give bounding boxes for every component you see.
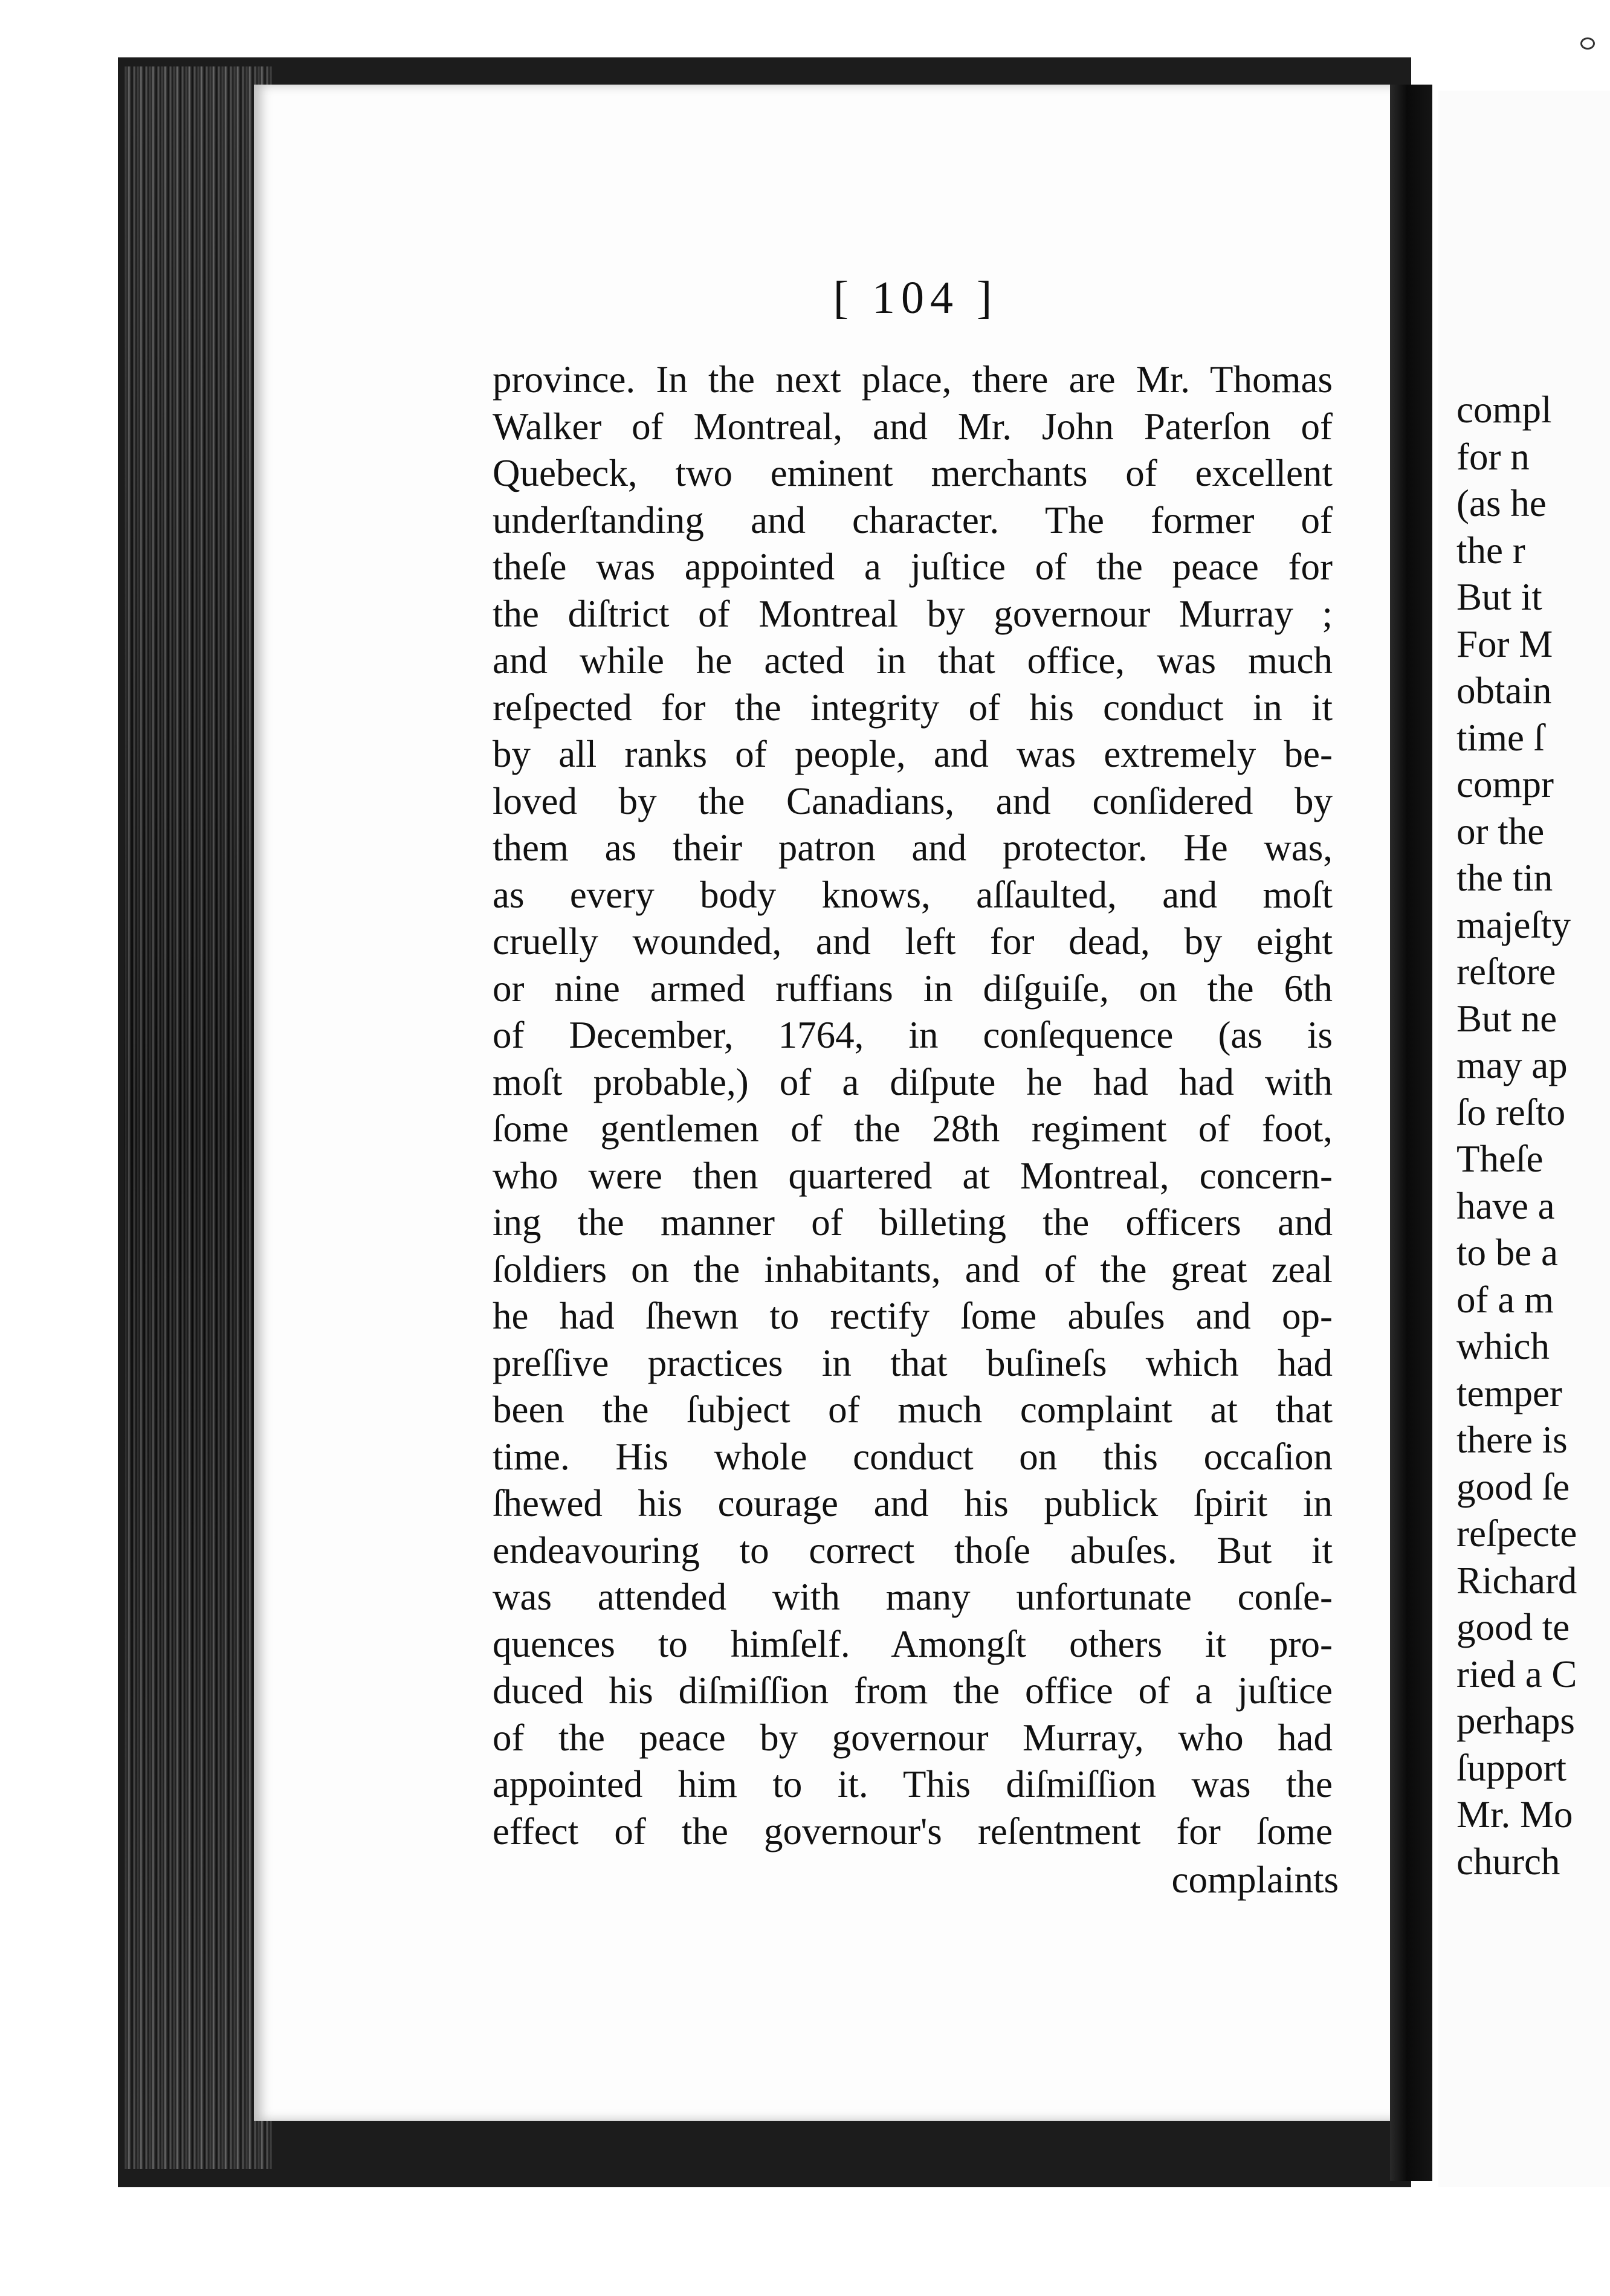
text-line: duced his diſmiſſion from the office of a juſtice [493,1669,1333,1712]
scan-mark [1580,37,1595,50]
text-line: quences to himſelf. Amongſt others it pro- [493,1622,1333,1665]
text-line: province. In the next place, there are Mr. Thomas [493,358,1333,401]
facing-text-line: have a [1456,1184,1555,1227]
facing-page [1438,91,1610,2187]
text-line: as every body knows, aſſaulted, and moſt [493,873,1333,916]
text-line: endeavouring to correct thoſe abuſes. But it [493,1529,1333,1572]
text-line: reſpected for the integrity of his conduct in it [493,686,1333,729]
facing-text-line: But ne [1456,997,1557,1040]
text-line: preſſive practices in that buſineſs which had [493,1341,1333,1384]
facing-text-line: reſpecte [1456,1512,1577,1555]
text-line: been the ſubject of much complaint at that [493,1388,1333,1431]
facing-text-line: there is [1456,1419,1568,1461]
facing-text-line: to be a [1456,1231,1558,1274]
facing-text-line: Theſe [1456,1138,1544,1180]
facing-text-line: or the [1456,810,1545,853]
text-line: and while he acted in that office, was much [493,639,1333,682]
facing-text-line: majeſty [1456,903,1571,946]
text-line: or nine armed ruffians in diſguiſe, on the 6th [493,967,1333,1010]
facing-text-line: church [1456,1840,1560,1883]
facing-text-line: of a m [1456,1278,1554,1321]
text-line: underſtanding and character. The former of [493,498,1333,541]
text-line: ſoldiers on the inhabitants, and of the great zeal [493,1248,1333,1291]
facing-text-line: good te [1456,1606,1570,1648]
facing-text-line: But it [1456,576,1542,618]
text-line: of December, 1764, in conſequence (as is [493,1014,1333,1056]
facing-page-text [1456,387,1610,1885]
text-line: loved by the Canadians, and conſidered by [493,779,1333,822]
facing-text-line: For M [1456,622,1553,665]
facing-text-line: the r [1456,529,1525,572]
text-line: he had ſhewn to rectify ſome abuſes and op- [493,1295,1333,1337]
facing-text-line: perhaps [1456,1700,1575,1742]
facing-text-line: Mr. Mo [1456,1793,1573,1836]
facing-text-line: ſupport [1456,1746,1566,1789]
text-line: moſt probable,) of a diſpute he had had with [493,1060,1333,1103]
text-line: of the peace by governour Murray, who had [493,1716,1333,1759]
facing-text-line: which [1456,1325,1550,1367]
facing-text-line: compl [1456,389,1552,431]
text-line: theſe was appointed a juſtice of the peace for [493,546,1333,588]
text-line: was attended with many unfortunate conſe- [493,1576,1333,1618]
facing-text-line: compr [1456,763,1554,805]
text-line: by all ranks of people, and was extremely be- [493,733,1333,775]
book-gutter [1390,85,1432,2181]
facing-text-line: ried a C [1456,1653,1577,1695]
text-line: ſome gentlemen of the 28th regiment of foot, [493,1108,1333,1150]
text-line: cruelly wounded, and left for dead, by eight [493,920,1333,963]
facing-text-line: ſo reſto [1456,1091,1566,1133]
facing-text-line: (as he [1456,482,1547,524]
page-edges [124,66,272,2169]
text-line: ſhewed his courage and his publick ſpirit in [493,1482,1333,1524]
facing-text-line: for n [1456,435,1530,478]
facing-text-line: the tin [1456,857,1553,899]
text-line: effect of the governour's reſentment for ſome [493,1810,1333,1853]
page-number-header: [ 104 ] [833,272,998,323]
catchword: complaints [1171,1859,1339,1901]
text-line: the diſtrict of Montreal by governour Murray ; [493,592,1333,635]
text-line: Quebeck, two eminent merchants of excellent [493,452,1333,494]
facing-text-line: obtain [1456,669,1552,712]
text-line: time. His whole conduct on this occaſion [493,1435,1333,1478]
text-line: Walker of Montreal, and Mr. John Paterſon of [493,405,1333,448]
facing-text-line: reſtore [1456,950,1556,993]
text-line: them as their patron and protector. He was, [493,827,1333,869]
text-line: appointed him to it. This diſmiſſion was the [493,1763,1333,1805]
text-line: ing the manner of billeting the officers and [493,1201,1333,1243]
facing-text-line: temper [1456,1372,1562,1414]
facing-text-line: Richard [1456,1559,1577,1602]
facing-text-line: may ap [1456,1044,1568,1086]
facing-text-line: time ſ [1456,716,1545,759]
facing-text-line: good ſe [1456,1465,1570,1508]
text-line: who were then quartered at Montreal, concern- [493,1154,1333,1197]
body-text [493,356,1333,1855]
